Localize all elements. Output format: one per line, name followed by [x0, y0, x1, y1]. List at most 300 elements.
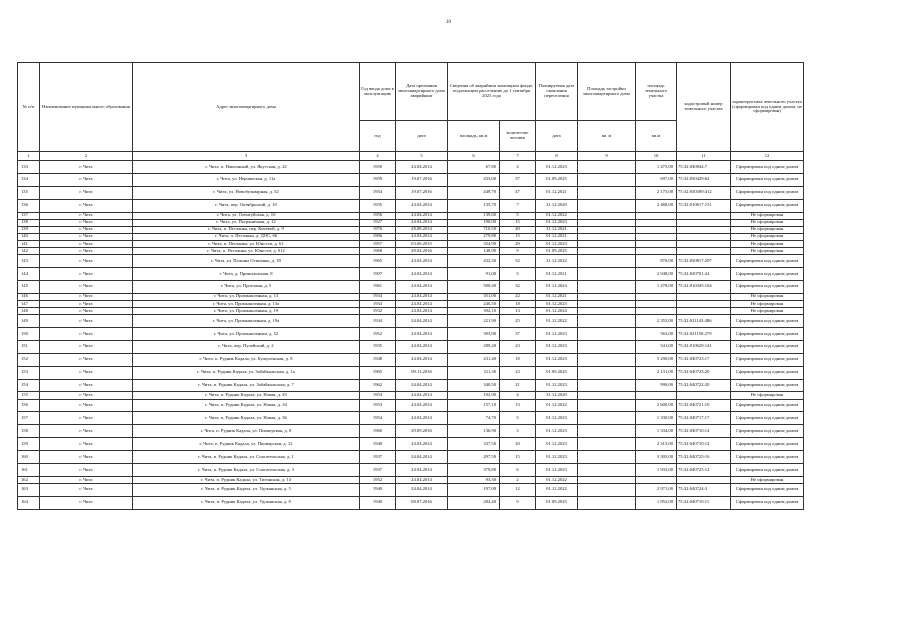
cell-area: 297,50	[448, 451, 500, 464]
table-row	[18, 496, 804, 509]
table-row	[18, 226, 804, 233]
cell-number: 145	[18, 280, 40, 293]
cell-recognition-date: 24.04.2014	[396, 293, 448, 300]
cell-people: 47	[500, 186, 536, 199]
cell-number: 143	[18, 255, 40, 268]
table-row	[18, 327, 804, 340]
cell-building-area	[578, 226, 636, 233]
cell-address: г. Чита, п. Наклонный, ул. Якутская, д. 22	[133, 161, 360, 174]
cell-area: 710,50	[448, 226, 500, 233]
cell-people: 5	[500, 212, 536, 219]
cell-municipality: г. Чита	[40, 226, 133, 233]
cell-planned-date: 01.09.2025	[536, 248, 578, 255]
cell-address: г. Чита, п. Рудник Кадала, ул. Новая, д. 25	[133, 392, 360, 399]
cell-land-status: Сформирован под одним домом	[731, 199, 804, 212]
cell-building-area	[578, 219, 636, 226]
cell-area: 157,10	[448, 399, 500, 412]
cell-recognition-date: 24.04.2014	[396, 255, 448, 268]
cell-recognition-date: 09.11.2016	[396, 366, 448, 379]
cell-address: г. Чита, ул. Промышленная, д. 52	[133, 327, 360, 340]
cell-land-status: Сформирован под одним домом	[731, 438, 804, 451]
cell-year-built: 1937	[360, 451, 396, 464]
cell-land-area: 5 290,00	[636, 353, 677, 366]
cell-land-area: 2 600,00	[636, 399, 677, 412]
cell-municipality: г. Чита	[40, 199, 133, 212]
table-row	[18, 233, 804, 240]
column-number: 11	[677, 152, 731, 161]
cell-municipality: г. Чита	[40, 240, 133, 247]
table-row	[18, 240, 804, 247]
cell-municipality: г. Чита	[40, 463, 133, 476]
cell-cadastral-number: 75:32:030817:207	[677, 255, 731, 268]
cell-building-area	[578, 366, 636, 379]
cell-land-status: Сформирован под одним домом	[731, 327, 804, 340]
cell-number: 138	[18, 219, 40, 226]
cell-year-built: 1960	[360, 425, 396, 438]
cell-land-status: Не сформирован	[731, 233, 804, 240]
cell-land-status: Сформирован под одним домом	[731, 280, 804, 293]
cell-number: 133	[18, 161, 40, 174]
cell-people: 21	[500, 379, 536, 392]
cell-address: г. Чита, ул. Проезжая, д. 5	[133, 280, 360, 293]
cell-recognition-date: 03.06.2015	[396, 240, 448, 247]
cell-address: г. Чита, ул. Промышленная, д. 19а	[133, 315, 360, 328]
cell-building-area	[578, 353, 636, 366]
cell-area: 190,00	[448, 219, 500, 226]
cell-people: 20	[500, 438, 536, 451]
cell-planned-date: 01.12.2021	[536, 186, 578, 199]
cell-area: 379,80	[448, 463, 500, 476]
table-row	[18, 280, 804, 293]
cell-municipality: г. Чита	[40, 392, 133, 399]
cell-recognition-date: 24.04.2014	[396, 476, 448, 483]
cell-building-area	[578, 399, 636, 412]
cell-municipality: г. Чита	[40, 379, 133, 392]
cell-land-area: 3 305,00	[636, 451, 677, 464]
table-row	[18, 476, 804, 483]
cell-people: 13	[500, 399, 536, 412]
cell-land-area: 2 315,00	[636, 438, 677, 451]
cell-year-built: 1950	[360, 161, 396, 174]
cell-planned-date: 01.12.2022	[536, 483, 578, 496]
cell-number: 144	[18, 268, 40, 281]
cell-planned-date: 31.12.2022	[536, 255, 578, 268]
cell-cadastral-number	[677, 219, 731, 226]
cell-land-area: 2 131,00	[636, 366, 677, 379]
cell-planned-date: 01.09.2025	[536, 366, 578, 379]
cell-number: 147	[18, 300, 40, 307]
cell-address: г. Чита, ул. Нерчинская, д. 11а	[133, 173, 360, 186]
cell-building-area	[578, 483, 636, 496]
cell-number: 156	[18, 399, 40, 412]
cell-year-built: 1937	[360, 463, 396, 476]
cell-land-status: Сформирован под одним домом	[731, 161, 804, 174]
cell-land-status: Сформирован под одним домом	[731, 315, 804, 328]
cell-area: 240,50	[448, 300, 500, 307]
cell-land-area: 876,00	[636, 255, 677, 268]
cell-municipality: г. Чита	[40, 340, 133, 353]
cell-number: 154	[18, 379, 40, 392]
cell-land-status: Не сформирован	[731, 240, 804, 247]
column-number: 8	[536, 152, 578, 161]
cell-planned-date: 01.12.2022	[536, 212, 578, 219]
cell-year-built: 1959	[360, 173, 396, 186]
cell-year-built: 1932	[360, 307, 396, 314]
cell-people: 2	[500, 476, 536, 483]
cell-area: 392,10	[448, 307, 500, 314]
cell-people: 18	[500, 300, 536, 307]
cell-address: г. Чита, п. Рудник Кадала, ул. Забайкальская, д. 7	[133, 379, 360, 392]
cell-building-area	[578, 248, 636, 255]
header-municipality: Наименование муниципального образования	[40, 63, 133, 152]
cell-area: 67,80	[448, 161, 500, 174]
cell-cadastral-number: 75:32:040710:11	[677, 496, 731, 509]
cell-recognition-date: 24.04.2014	[396, 327, 448, 340]
cell-planned-date: 01.12.2021	[536, 233, 578, 240]
cell-municipality: г. Чита	[40, 233, 133, 240]
cell-municipality: г. Чита	[40, 255, 133, 268]
cell-year-built: 1961	[360, 280, 396, 293]
cell-land-area	[636, 240, 677, 247]
cell-planned-date: 31.12.2021	[536, 226, 578, 233]
cell-cadastral-number: 75:32:010629:141	[677, 340, 731, 353]
cell-land-status: Сформирован под одним домом	[731, 268, 804, 281]
cell-address: г. Чита, п. Рудник Кадала, ул. Спасательская, д. 1	[133, 451, 360, 464]
cell-address: г. Чита, п. Рудник Кадала, ул. Тигинская, д. 13	[133, 476, 360, 483]
column-number: 9	[578, 152, 636, 161]
cell-land-status: Сформирован под одним домом	[731, 425, 804, 438]
cell-land-status: Не сформирован	[731, 226, 804, 233]
cell-planned-date: 01.12.2023	[536, 463, 578, 476]
cell-recognition-date: 24.04.2014	[396, 300, 448, 307]
cell-area: 393,90	[448, 327, 500, 340]
cell-building-area	[578, 173, 636, 186]
cell-recognition-date: 24.04.2014	[396, 392, 448, 399]
cell-municipality: г. Чита	[40, 327, 133, 340]
cell-planned-date: 01.09.2025	[536, 173, 578, 186]
cell-recognition-date: 24.04.2014	[396, 399, 448, 412]
cell-recognition-date: 24.04.2014	[396, 280, 448, 293]
cell-land-status: Не сформирован	[731, 300, 804, 307]
cell-number: 162	[18, 476, 40, 483]
table-row	[18, 353, 804, 366]
header-emergency-info: Сведения об аварийном жилищном фонде, подлежащем расселению до 1 сентября 2025 года	[448, 63, 536, 121]
column-number: 12	[731, 152, 804, 161]
cell-people: 37	[500, 327, 536, 340]
cell-year-built: 1940	[360, 438, 396, 451]
cell-municipality: г. Чита	[40, 300, 133, 307]
cell-cadastral-number: 75:32:020701:24	[677, 268, 731, 281]
column-number: 3	[133, 152, 360, 161]
cell-address: г. Чита, ул. Промышленная, д. 19	[133, 307, 360, 314]
cell-cadastral-number: 75:32:010617:151	[677, 199, 731, 212]
cell-cadastral-number	[677, 233, 731, 240]
cell-year-built: 1954	[360, 412, 396, 425]
cell-recognition-date: 24.04.2014	[396, 438, 448, 451]
cell-cadastral-number	[677, 212, 731, 219]
header-no: № п/п	[18, 63, 40, 152]
cell-municipality: г. Чита	[40, 173, 133, 186]
subheader-date2: дата	[536, 121, 578, 152]
cell-people: 32	[500, 280, 536, 293]
cell-cadastral-number: 75:32:030429:62	[677, 173, 731, 186]
cell-land-area	[636, 248, 677, 255]
cell-people: 40	[500, 226, 536, 233]
cell-cadastral-number: 75:32:021150:279	[677, 327, 731, 340]
cell-planned-date: 31.12.2020	[536, 392, 578, 399]
cell-municipality: г. Чита	[40, 425, 133, 438]
cell-municipality: г. Чита	[40, 280, 133, 293]
cell-municipality: г. Чита	[40, 412, 133, 425]
cell-building-area	[578, 300, 636, 307]
cell-people: 23	[500, 340, 536, 353]
cell-year-built: 1965	[360, 255, 396, 268]
cell-recognition-date: 24.04.2014	[396, 219, 448, 226]
cell-people: 37	[500, 173, 536, 186]
cell-cadastral-number	[677, 476, 731, 483]
cell-area: 500,40	[448, 280, 500, 293]
cell-people: 23	[500, 366, 536, 379]
cell-area: 337,50	[448, 438, 500, 451]
cell-area: 135,70	[448, 199, 500, 212]
cell-land-status: Сформирован под одним домом	[731, 366, 804, 379]
column-number: 4	[360, 152, 396, 161]
cell-year-built: 1968	[360, 248, 396, 255]
cell-year-built: 1934	[360, 293, 396, 300]
cell-cadastral-number: 75:32:040722:20	[677, 379, 731, 392]
cell-area: 231,40	[448, 353, 500, 366]
cell-area: 354,90	[448, 240, 500, 247]
cell-number: 150	[18, 327, 40, 340]
cell-recognition-date: 19.07.2016	[396, 173, 448, 186]
column-number: 7	[500, 152, 536, 161]
column-number-row	[18, 152, 804, 161]
header-building-area: Площадь застройки многоквартирного дома	[578, 63, 636, 121]
cell-municipality: г. Чита	[40, 476, 133, 483]
cell-people: 22	[500, 293, 536, 300]
cell-municipality: г. Чита	[40, 438, 133, 451]
cell-municipality: г. Чита	[40, 307, 133, 314]
cell-land-area: 697,00	[636, 173, 677, 186]
cell-number: 155	[18, 392, 40, 399]
table-row	[18, 399, 804, 412]
cell-land-area	[636, 233, 677, 240]
cell-number: 139	[18, 226, 40, 233]
cell-recognition-date: 24.04.2014	[396, 451, 448, 464]
cell-land-area: 2 353,00	[636, 315, 677, 328]
cell-people: 52	[500, 255, 536, 268]
cell-people: 6	[500, 463, 536, 476]
cell-building-area	[578, 425, 636, 438]
cell-recognition-date: 29.09.2016	[396, 425, 448, 438]
cell-planned-date: 01.12.2023	[536, 379, 578, 392]
subheader-kvm2: кв.м	[636, 121, 677, 152]
cell-year-built: 1957	[360, 240, 396, 247]
cell-number: 152	[18, 353, 40, 366]
cell-cadastral-number: 75:32:010345:164	[677, 280, 731, 293]
cell-cadastral-number: 75:32:040725:16	[677, 451, 731, 464]
cell-address: г. Чита, п. Рудник Кадала, ул. Новая, д. 36	[133, 412, 360, 425]
cell-people: 12	[500, 483, 536, 496]
cell-cadastral-number	[677, 226, 731, 233]
table-row	[18, 483, 804, 496]
cell-address: г. Чита, п. Рудник Кадала, ул. Новая, д. 34	[133, 399, 360, 412]
table-header	[18, 63, 804, 161]
subheader-year: год	[360, 121, 396, 152]
cell-cadastral-number	[677, 307, 731, 314]
cell-area: 102,90	[448, 392, 500, 399]
cell-address: г. Чита, п. Рудник Кадала, ул. Бушуленская, д. 8	[133, 353, 360, 366]
subheader-date: дата	[396, 121, 448, 152]
table-row	[18, 451, 804, 464]
cell-land-area	[636, 392, 677, 399]
column-number: 2	[40, 152, 133, 161]
cell-people: 15	[500, 451, 536, 464]
cell-people: 9	[500, 496, 536, 509]
cell-number: 151	[18, 340, 40, 353]
cell-number: 140	[18, 233, 40, 240]
cell-cadastral-number	[677, 293, 731, 300]
cell-planned-date: 01.12.2022	[536, 399, 578, 412]
cell-year-built: 1948	[360, 353, 396, 366]
cell-people: 2	[500, 161, 536, 174]
header-recognition-date: Дата признания многоквартирного дома аварийным	[396, 63, 448, 121]
cell-area: 221,90	[448, 315, 500, 328]
cell-cadastral-number: 75:32:040725:12	[677, 463, 731, 476]
cell-land-status: Не сформирован	[731, 219, 804, 226]
cell-number: 149	[18, 315, 40, 328]
cell-planned-date: 31.12.2020	[536, 199, 578, 212]
cell-land-status: Сформирован под одним домом	[731, 412, 804, 425]
cell-number: 148	[18, 307, 40, 314]
cell-planned-date: 01.12.2023	[536, 327, 578, 340]
cell-land-status: Сформирован под одним домом	[731, 173, 804, 186]
column-number: 6	[448, 152, 500, 161]
cell-recognition-date: 24.04.2014	[396, 379, 448, 392]
cell-municipality: г. Чита	[40, 212, 133, 219]
cell-land-area	[636, 293, 677, 300]
cell-land-area	[636, 300, 677, 307]
cell-year-built: 1935	[360, 199, 396, 212]
cell-address: г. Чита, п. Рудник Кадала, ул. Пионерская, д. 12	[133, 438, 360, 451]
cell-year-built: 1976	[360, 226, 396, 233]
cell-municipality: г. Чита	[40, 248, 133, 255]
cell-year-built: 1952	[360, 327, 396, 340]
cell-land-area: 1 478,00	[636, 280, 677, 293]
cell-address: г. Чита, п. Рудник Кадала, ул. Пионерская, д. 8	[133, 425, 360, 438]
cell-recognition-date: 28.04.2016	[396, 248, 448, 255]
cell-land-area	[636, 476, 677, 483]
cell-address: г. Чита, ул. Промышленная, д. 13а	[133, 300, 360, 307]
cell-building-area	[578, 379, 636, 392]
cell-planned-date: 01.12.2023	[536, 161, 578, 174]
cell-recognition-date: 24.04.2014	[396, 353, 448, 366]
cell-area: 289,20	[448, 340, 500, 353]
cell-number: 163	[18, 483, 40, 496]
cell-building-area	[578, 255, 636, 268]
cell-number: 137	[18, 212, 40, 219]
cell-planned-date: 01.12.2023	[536, 451, 578, 464]
table-row	[18, 300, 804, 307]
cell-municipality: г. Чита	[40, 186, 133, 199]
cell-building-area	[578, 451, 636, 464]
cell-number: 159	[18, 438, 40, 451]
cell-land-area: 2 948,00	[636, 268, 677, 281]
cell-people: 7	[500, 199, 536, 212]
table-row	[18, 199, 804, 212]
cell-area: 93,30	[448, 476, 500, 483]
cell-people: 13	[500, 307, 536, 314]
cell-year-built: 1927	[360, 219, 396, 226]
cell-municipality: г. Чита	[40, 353, 133, 366]
cell-land-area	[636, 219, 677, 226]
column-number: 1	[18, 152, 40, 161]
cell-municipality: г. Чита	[40, 451, 133, 464]
cell-recognition-date: 24.04.2014	[396, 340, 448, 353]
cell-area: 311,30	[448, 366, 500, 379]
cell-municipality: г. Чита	[40, 161, 133, 174]
cell-address: г. Чита, ул. Полины Осипенко, д. 39	[133, 255, 360, 268]
column-number: 10	[636, 152, 677, 161]
cell-planned-date: 01.12.2023	[536, 353, 578, 366]
cell-land-status: Не сформирован	[731, 392, 804, 399]
cell-building-area	[578, 233, 636, 240]
cell-planned-date: 01.12.2021	[536, 293, 578, 300]
cell-area: 74,70	[448, 412, 500, 425]
cell-planned-date: 01.12.2024	[536, 307, 578, 314]
cell-area: 91,00	[448, 268, 500, 281]
cell-cadastral-number: 75:32:040710:14	[677, 425, 731, 438]
cell-number: 153	[18, 366, 40, 379]
cell-land-area: 1 933,00	[636, 463, 677, 476]
cell-recognition-date: 24.04.2014	[396, 233, 448, 240]
cell-land-status: Сформирован под одним домом	[731, 379, 804, 392]
cell-cadastral-number: 75:32:040723:20	[677, 366, 731, 379]
cell-area: 340,50	[448, 379, 500, 392]
cell-year-built: 1940	[360, 483, 396, 496]
cell-cadastral-number	[677, 300, 731, 307]
cell-cadastral-number	[677, 248, 731, 255]
cell-area: 449,70	[448, 186, 500, 199]
cell-recognition-date: 24.04.2014	[396, 212, 448, 219]
cell-land-status: Сформирован под одним домом	[731, 186, 804, 199]
cell-cadastral-number: 75:32:030309:412	[677, 186, 731, 199]
cell-number: 134	[18, 173, 40, 186]
cell-building-area	[578, 161, 636, 174]
cell-municipality: г. Чита	[40, 293, 133, 300]
cell-address: г. Чита, п. Рудник Кадала, ул. Забайкальская, д. 1а	[133, 366, 360, 379]
subheader-people: количество человек	[500, 121, 536, 152]
table-row	[18, 366, 804, 379]
cell-recognition-date: 24.04.2014	[396, 483, 448, 496]
cell-land-area: 1 330,00	[636, 412, 677, 425]
cell-cadastral-number: 75:32:040844:7	[677, 161, 731, 174]
cell-number: 157	[18, 412, 40, 425]
cell-people: 5	[500, 412, 536, 425]
cell-area: 433,00	[448, 173, 500, 186]
cell-building-area	[578, 463, 636, 476]
table-row	[18, 307, 804, 314]
cell-land-status: Сформирован под одним домом	[731, 496, 804, 509]
cell-land-area: 2 468,00	[636, 199, 677, 212]
cell-area: 197,00	[448, 483, 500, 496]
cell-land-status: Сформирован под одним домом	[731, 399, 804, 412]
cell-building-area	[578, 268, 636, 281]
cell-land-status: Сформирован под одним домом	[731, 255, 804, 268]
cell-planned-date: 01.12.2023	[536, 425, 578, 438]
cell-land-area: 2 971,00	[636, 483, 677, 496]
cell-building-area	[578, 412, 636, 425]
